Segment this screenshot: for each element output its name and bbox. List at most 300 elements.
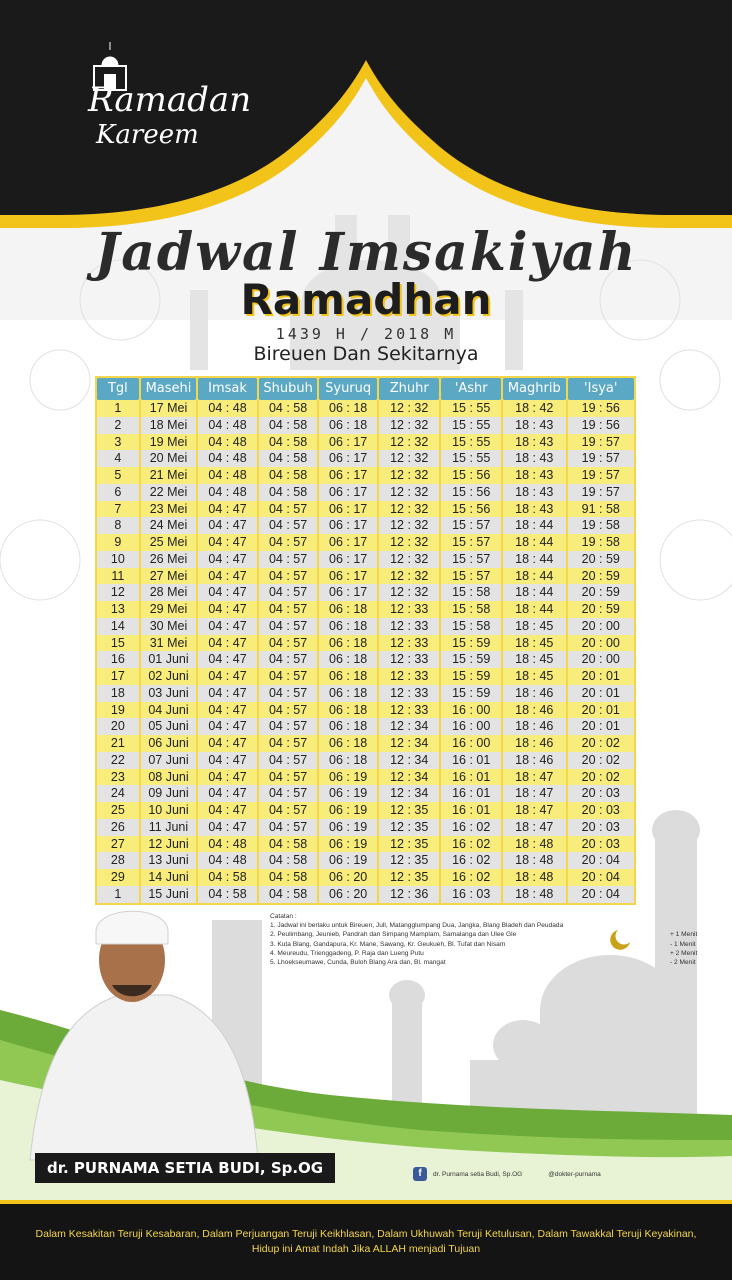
table-cell: 20 : 03: [581, 803, 620, 817]
table-cell: 06 : 18: [319, 400, 379, 417]
table-cell: 3: [97, 434, 141, 451]
logo-text-kareem: Kareem: [96, 120, 199, 150]
note-value: - 1 Menit: [670, 940, 696, 948]
table-row: [97, 484, 634, 501]
table-cell: 26 Mei: [141, 551, 199, 568]
table-cell: 12 : 33: [379, 668, 442, 685]
table-cell: 06 : 19: [319, 819, 379, 836]
table-cell: 18 : 48: [503, 869, 568, 886]
table-cell: 25: [97, 802, 141, 819]
table-cell: 14 Juni: [141, 869, 199, 886]
table-cell: 18 : 45: [503, 651, 568, 668]
table-cell: 19 : 58: [581, 535, 620, 549]
table-cell: 15 : 59: [441, 685, 503, 702]
table-cell: 12 : 33: [379, 618, 442, 635]
table-cell: 15 : 58: [441, 618, 503, 635]
table-cell: 12 : 33: [379, 685, 442, 702]
table-cell: 13 Juni: [141, 852, 199, 869]
table-cell: 16 : 01: [441, 752, 503, 769]
table-cell: 06 : 18: [319, 752, 379, 769]
table-cell: 12 : 35: [379, 802, 442, 819]
footer-quote-line1: Dalam Kesakitan Teruji Kesabaran, Dalam Perjuangan Teruji Keikhlasan, Dalam Ukhuwah Teruji Ketulusan, Dalam Tawakkal Teruji Keyakinan,: [35, 1228, 697, 1240]
table-cell: 10: [97, 551, 141, 568]
table-cell: 12 : 32: [379, 568, 442, 585]
table-cell: 19 : 57: [581, 484, 620, 499]
table-cell: 18 : 43: [503, 467, 568, 484]
table-cell: 06 : 17: [319, 534, 379, 551]
table-cell: 20 Mei: [141, 450, 199, 467]
table-cell: 12 : 32: [379, 417, 442, 434]
table-cell: 12 Juni: [141, 836, 199, 853]
note-text: 4. Meureudu, Trienggadeng, P. Raja dan Lueng Putu: [270, 949, 424, 957]
table-cell: 12 : 35: [379, 869, 442, 886]
table-cell: 18 : 46: [503, 752, 568, 769]
table-cell: 18 : 42: [503, 400, 568, 417]
table-cell: 12 : 32: [379, 501, 442, 518]
table-cell: 19 : 57: [581, 434, 620, 449]
table-cell: 17: [97, 668, 141, 685]
table-cell: 25 Mei: [141, 534, 199, 551]
footer-quote-line2: Hidup ini Amat Indah Jika ALLAH menjadi Tujuan: [251, 1243, 481, 1255]
table-cell: 01 Juni: [141, 651, 199, 668]
table-cell: 06 : 19: [319, 769, 379, 786]
table-cell: 15 : 55: [441, 417, 503, 434]
table-cell: 18 : 43: [503, 484, 568, 501]
table-cell: 18 : 44: [503, 584, 568, 601]
table-cell: 20 : 01: [581, 719, 620, 734]
table-cell: 18 : 46: [503, 702, 568, 719]
note-text: 1. Jadwal ini berlaku untuk Bireuen, Jull, Matangglumpang Dua, Jangka, Blang Bladeh dan Peudada: [270, 922, 564, 930]
table-cell: 12 : 34: [379, 735, 442, 752]
table-row: [97, 501, 634, 518]
table-cell: 12 : 35: [379, 836, 442, 853]
table-cell: 04 : 57: [259, 651, 320, 668]
table-cell: 04 : 58: [259, 886, 320, 903]
notes-heading: Catatan :: [270, 913, 297, 920]
table-cell: 18 : 44: [503, 601, 568, 618]
column-header: Masehi: [141, 378, 197, 400]
table-cell: 04 : 58: [259, 484, 320, 501]
table-cell: 04 : 58: [259, 434, 320, 451]
table-cell: 20 : 01: [581, 685, 620, 700]
table-cell: 04 : 47: [198, 685, 259, 702]
table-cell: 9: [97, 534, 141, 551]
column-header: Tgl: [97, 378, 139, 400]
table-cell: 04 : 48: [198, 467, 259, 484]
table-cell: 15 Juni: [141, 886, 199, 903]
notes-section: [270, 912, 710, 967]
instagram-handle: @dokter-purnama: [548, 1170, 601, 1178]
table-row: [97, 400, 634, 417]
table-cell: 23: [97, 769, 141, 786]
table-cell: 06 : 17: [319, 551, 379, 568]
footer: [0, 1200, 732, 1280]
column-header: 'Ashr: [441, 378, 501, 400]
table-cell: 15 : 58: [441, 584, 503, 601]
table-cell: 15 : 58: [441, 601, 503, 618]
table-cell: 15 : 56: [441, 501, 503, 518]
table-cell: 20 : 59: [581, 585, 620, 600]
table-cell: 06 : 18: [319, 685, 379, 702]
table-cell: 06 : 18: [319, 651, 379, 668]
region-label: Bireuen Dan Sekitarnya: [253, 343, 479, 365]
person-name: dr. PURNAMA SETIA BUDI, Sp.OG: [35, 1153, 335, 1183]
table-cell: 04 : 48: [198, 434, 259, 451]
table-cell: 15 : 55: [441, 450, 503, 467]
table-row: [97, 467, 634, 484]
table-cell: 12 : 32: [379, 584, 442, 601]
table-cell: 15 : 57: [441, 551, 503, 568]
table-cell: 21 Mei: [141, 467, 199, 484]
table-row: [97, 568, 634, 585]
table-cell: 04 : 58: [259, 450, 320, 467]
table-cell: 06 : 20: [319, 886, 379, 903]
table-row: [97, 635, 634, 652]
table-cell: 20 : 03: [581, 819, 620, 834]
table-cell: 18 : 47: [503, 785, 568, 802]
table-cell: 11: [97, 568, 141, 585]
table-cell: 12 : 35: [379, 852, 442, 869]
table-cell: 5: [97, 467, 141, 484]
table-cell: 19 Mei: [141, 434, 199, 451]
table-cell: 04 Juni: [141, 702, 199, 719]
table-cell: 15 : 56: [441, 467, 503, 484]
note-value: + 1 Menit: [670, 931, 698, 939]
note-item: [270, 958, 710, 967]
table-cell: 12 : 33: [379, 702, 442, 719]
table-cell: 04 : 57: [259, 501, 320, 518]
table-cell: 12 : 33: [379, 651, 442, 668]
table-row: [97, 735, 634, 752]
note-value: [670, 921, 710, 930]
note-value: - 2 Menit: [670, 959, 696, 967]
column-header: Shubuh: [259, 378, 318, 400]
table-cell: 15 : 59: [441, 651, 503, 668]
column-header: 'Isya': [568, 378, 634, 400]
table-cell: 20 : 02: [581, 752, 620, 767]
column-header: Syuruq: [319, 378, 377, 400]
table-cell: 16 : 02: [441, 869, 503, 886]
table-cell: 18 : 43: [503, 417, 568, 434]
table-cell: 04 : 47: [198, 702, 259, 719]
table-cell: 04 : 47: [198, 802, 259, 819]
table-cell: 18 : 46: [503, 735, 568, 752]
table-cell: 04 : 57: [259, 802, 320, 819]
table-cell: 16 : 00: [441, 718, 503, 735]
title-script: Jadwal Imsakiyah: [94, 222, 638, 283]
table-cell: 18 : 48: [503, 886, 568, 903]
table-row: [97, 769, 634, 786]
table-row: [97, 434, 634, 451]
table-cell: 18 : 48: [503, 852, 568, 869]
table-cell: 03 Juni: [141, 685, 199, 702]
table-cell: 16 : 02: [441, 836, 503, 853]
table-cell: 18 : 48: [503, 836, 568, 853]
table-cell: 06 : 17: [319, 450, 379, 467]
table-cell: 18 : 47: [503, 819, 568, 836]
table-cell: 20 : 00: [581, 635, 620, 650]
table-cell: 19 : 57: [581, 451, 620, 466]
table-cell: 04 : 57: [259, 819, 320, 836]
table-cell: 12: [97, 584, 141, 601]
table-cell: 15 : 55: [441, 434, 503, 451]
table-cell: 12 : 36: [379, 886, 442, 903]
table-cell: 12 : 32: [379, 434, 442, 451]
facebook-handle: dr. Purnama setia Budi, Sp.OG: [433, 1170, 523, 1178]
note-item: [270, 949, 710, 958]
table-cell: 15 : 59: [441, 668, 503, 685]
table-cell: 09 Juni: [141, 785, 199, 802]
table-cell: 28 Mei: [141, 584, 199, 601]
table-row: [97, 869, 634, 886]
table-cell: 06 : 17: [319, 584, 379, 601]
table-cell: 18 : 47: [503, 769, 568, 786]
table-cell: 20 : 01: [581, 669, 620, 683]
table-cell: 06 : 19: [319, 802, 379, 819]
table-cell: 27 Mei: [141, 568, 199, 585]
table-cell: 06 : 17: [319, 484, 379, 501]
table-cell: 20 : 59: [581, 602, 620, 616]
ramadan-kareem-logo: [62, 40, 252, 160]
table-cell: 04 : 47: [198, 618, 259, 635]
table-body: [95, 400, 636, 905]
table-row: [97, 785, 634, 802]
table-cell: 12 : 32: [379, 484, 442, 501]
logo-text-ramadan: Ramadan: [88, 80, 252, 120]
table-cell: 04 : 58: [198, 886, 259, 903]
social-links: [413, 1163, 703, 1185]
table-cell: 1: [97, 886, 141, 903]
table-cell: 16 : 01: [441, 769, 503, 786]
table-cell: 15 : 57: [441, 517, 503, 534]
table-cell: 20 : 03: [581, 836, 620, 851]
table-cell: 6: [97, 484, 141, 501]
table-cell: 04 : 47: [198, 752, 259, 769]
table-row: [97, 584, 634, 601]
table-cell: 29: [97, 869, 141, 886]
column-header: Maghrib: [503, 378, 566, 400]
schedule-table: [95, 376, 636, 905]
year-label: 1439 H / 2018 M: [275, 325, 457, 343]
table-cell: 04 : 47: [198, 635, 259, 652]
table-cell: 12 : 33: [379, 635, 442, 652]
table-cell: 04 : 57: [259, 618, 320, 635]
table-row: [97, 668, 634, 685]
table-cell: 16 : 01: [441, 785, 503, 802]
facebook-icon: f: [413, 1167, 427, 1181]
table-row: [97, 651, 634, 668]
table-cell: 19 : 57: [581, 468, 620, 482]
table-cell: 19 : 56: [581, 401, 620, 415]
table-cell: 18 : 44: [503, 517, 568, 534]
table-cell: 04 : 58: [259, 852, 320, 869]
table-cell: 06 : 18: [319, 718, 379, 735]
note-text: 2. Peulimbang, Jeunieb, Pandrah dan Simpang Mamplam, Samalanga dan Ulee Gle: [270, 931, 517, 939]
table-cell: 04 : 58: [259, 836, 320, 853]
table-cell: 20 : 02: [581, 736, 620, 750]
table-cell: 20 : 04: [581, 870, 620, 884]
table-cell: 02 Juni: [141, 668, 199, 685]
table-row: [97, 886, 634, 903]
table-cell: 16 : 00: [441, 735, 503, 752]
table-cell: 06 : 18: [319, 601, 379, 618]
table-cell: 15 : 59: [441, 635, 503, 652]
table-cell: 91 : 58: [581, 501, 620, 516]
table-cell: 04 : 57: [259, 517, 320, 534]
note-item: [270, 930, 710, 939]
table-cell: 20 : 01: [581, 702, 620, 717]
table-cell: 06 : 18: [319, 702, 379, 719]
table-cell: 12 : 32: [379, 517, 442, 534]
table-cell: 31 Mei: [141, 635, 199, 652]
table-cell: 12 : 34: [379, 785, 442, 802]
table-row: [97, 551, 634, 568]
table-cell: 12 : 32: [379, 534, 442, 551]
table-cell: 06 : 19: [319, 785, 379, 802]
table-cell: 04 : 48: [198, 400, 259, 417]
table-cell: 10 Juni: [141, 802, 199, 819]
table-cell: 04 : 47: [198, 568, 259, 585]
table-row: [97, 517, 634, 534]
table-cell: 18 : 44: [503, 534, 568, 551]
table-cell: 04 : 57: [259, 551, 320, 568]
table-cell: 04 : 48: [198, 852, 259, 869]
table-row: [97, 601, 634, 618]
table-cell: 04 : 47: [198, 819, 259, 836]
table-cell: 16 : 03: [441, 886, 503, 903]
table-cell: 16 : 02: [441, 819, 503, 836]
table-cell: 18 : 44: [503, 568, 568, 585]
table-cell: 04 : 47: [198, 718, 259, 735]
table-cell: 18 : 45: [503, 635, 568, 652]
table-cell: 04 : 47: [198, 735, 259, 752]
table-cell: 12 : 33: [379, 601, 442, 618]
table-cell: 04 : 57: [259, 769, 320, 786]
table-cell: 12 : 32: [379, 400, 442, 417]
table-cell: 18 : 44: [503, 551, 568, 568]
table-cell: 04 : 58: [198, 869, 259, 886]
table-row: [97, 852, 634, 869]
table-cell: 04 : 57: [259, 601, 320, 618]
table-cell: 18 : 45: [503, 618, 568, 635]
table-cell: 06 : 17: [319, 434, 379, 451]
table-cell: 04 : 57: [259, 685, 320, 702]
table-row: [97, 685, 634, 702]
table-cell: 04 : 48: [198, 484, 259, 501]
table-cell: 8: [97, 517, 141, 534]
table-cell: 12 : 34: [379, 769, 442, 786]
table-cell: 26: [97, 819, 141, 836]
table-cell: 06 : 18: [319, 735, 379, 752]
table-cell: 24: [97, 785, 141, 802]
table-cell: 12 : 34: [379, 752, 442, 769]
table-cell: 15 : 57: [441, 568, 503, 585]
table-cell: 04 : 47: [198, 668, 259, 685]
table-cell: 04 : 47: [198, 601, 259, 618]
table-cell: 12 : 34: [379, 718, 442, 735]
table-cell: 4: [97, 450, 141, 467]
table-cell: 04 : 57: [259, 702, 320, 719]
table-cell: 04 : 57: [259, 752, 320, 769]
table-row: [97, 618, 634, 635]
table-cell: 23 Mei: [141, 501, 199, 518]
table-header: [95, 376, 636, 400]
table-row: [97, 417, 634, 434]
table-cell: 07 Juni: [141, 752, 199, 769]
table-cell: 18 Mei: [141, 417, 199, 434]
table-cell: 15: [97, 635, 141, 652]
table-cell: 04 : 47: [198, 501, 259, 518]
table-cell: 04 : 47: [198, 769, 259, 786]
table-cell: 21: [97, 735, 141, 752]
table-cell: 04 : 58: [259, 400, 320, 417]
table-cell: 08 Juni: [141, 769, 199, 786]
table-cell: 30 Mei: [141, 618, 199, 635]
table-cell: 13: [97, 601, 141, 618]
table-cell: 06 : 17: [319, 568, 379, 585]
table-cell: 28: [97, 852, 141, 869]
table-cell: 20 : 00: [581, 618, 620, 633]
note-item: [270, 940, 710, 949]
table-cell: 04 : 57: [259, 785, 320, 802]
table-row: [97, 718, 634, 735]
table-cell: 06 : 18: [319, 668, 379, 685]
table-cell: 06 : 17: [319, 501, 379, 518]
note-text: 3. Kuta Blang, Gandapura, Kr. Mane, Sawang, Kr. Geukueh, Bl. Tufat dan Nisam: [270, 940, 506, 948]
table-cell: 19 : 56: [581, 417, 620, 432]
table-cell: 06 : 17: [319, 467, 379, 484]
table-cell: 04 : 57: [259, 668, 320, 685]
table-row: [97, 450, 634, 467]
notes-list: [270, 921, 710, 967]
table-cell: 11 Juni: [141, 819, 199, 836]
table-cell: 20 : 02: [581, 769, 620, 784]
table-cell: 05 Juni: [141, 718, 199, 735]
table-cell: 04 : 47: [198, 785, 259, 802]
table-cell: 06 : 18: [319, 635, 379, 652]
table-cell: 20 : 00: [581, 652, 620, 667]
table-cell: 24 Mei: [141, 517, 199, 534]
table-cell: 16 : 01: [441, 802, 503, 819]
table-cell: 04 : 48: [198, 417, 259, 434]
table-row: [97, 836, 634, 853]
note-text: 5. Lhoekseumawe, Cunda, Buloh Blang Ara dan, Bl. mangat: [270, 959, 446, 967]
table-cell: 04 : 47: [198, 551, 259, 568]
table-cell: 19 : 58: [581, 518, 620, 533]
table-cell: 22: [97, 752, 141, 769]
table-cell: 06 : 18: [319, 618, 379, 635]
table-cell: 04 : 48: [198, 836, 259, 853]
table-row: [97, 819, 634, 836]
table-cell: 04 : 58: [259, 869, 320, 886]
table-cell: 27: [97, 836, 141, 853]
table-cell: 04 : 57: [259, 718, 320, 735]
table-cell: 12 : 32: [379, 551, 442, 568]
table-cell: 18 : 43: [503, 450, 568, 467]
table-cell: 18 : 46: [503, 718, 568, 735]
table-cell: 16: [97, 651, 141, 668]
table-row: [97, 534, 634, 551]
table-cell: 06 : 20: [319, 869, 379, 886]
table-cell: 18 : 43: [503, 434, 568, 451]
table-cell: 19: [97, 702, 141, 719]
page-title: Ramadhan: [240, 275, 492, 324]
table-cell: 04 : 58: [259, 467, 320, 484]
table-cell: 7: [97, 501, 141, 518]
table-cell: 15 : 57: [441, 534, 503, 551]
table-cell: 06 : 19: [319, 836, 379, 853]
table-cell: 20 : 04: [581, 886, 620, 901]
